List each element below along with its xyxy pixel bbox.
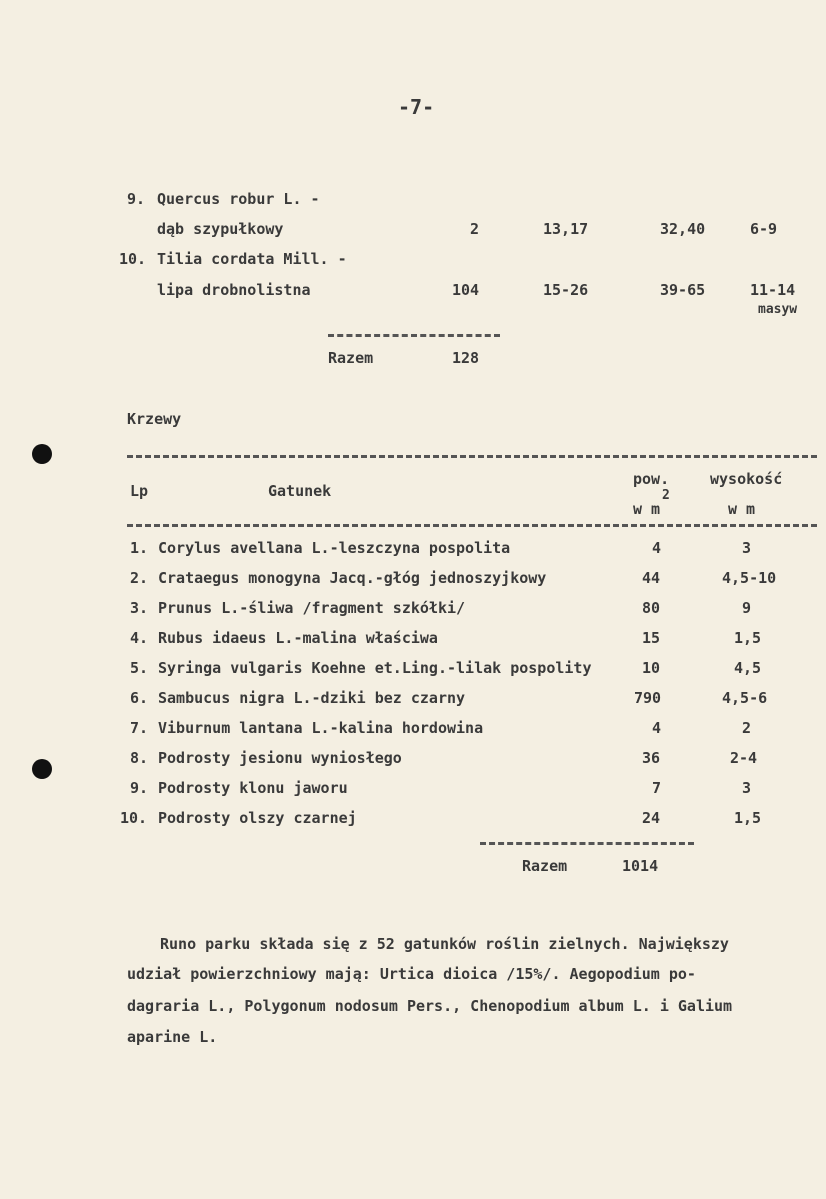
paragraph-line: udział powierzchniowy mają: Urtica dioica /15%/. Aegopodium po- (127, 965, 696, 983)
shrub-row-name: Podrosty jesionu wyniosłego (158, 749, 402, 767)
shrub-row-height: 2 (742, 719, 752, 737)
col-header-area: pow. (633, 470, 670, 488)
shrub-row-height: 3 (742, 539, 752, 557)
table-top-rule (127, 455, 817, 458)
shrub-row-num: 6. (130, 689, 149, 707)
shrub-row-num: 9. (130, 779, 149, 797)
shrub-row-area: 4 (652, 539, 662, 557)
col-header-height: wysokość (710, 470, 783, 488)
binder-hole-bottom (32, 759, 52, 779)
col-header-lp: Lp (130, 482, 149, 500)
top-total-rule (328, 334, 500, 337)
shrub-row-height: 4,5-6 (722, 689, 768, 707)
shrub-row-num: 2. (130, 569, 149, 587)
shrub-row-height: 4,5 (734, 659, 762, 677)
paragraph-line: aparine L. (127, 1028, 218, 1046)
shrub-row-name: Podrosty olszy czarnej (158, 809, 357, 827)
tree-row-num: 10. (119, 250, 147, 268)
tree-row-count: 2 (470, 220, 480, 238)
shrub-total-rule (480, 842, 694, 845)
paragraph-line: Runo parku składa się z 52 gatunków roślin zielnych. Największy (160, 935, 729, 953)
shrub-row-num: 10. (120, 809, 148, 827)
tree-row-latin: Quercus robur L. - (157, 190, 320, 208)
shrub-row-num: 3. (130, 599, 149, 617)
tree-row-note: masyw (758, 302, 798, 317)
col-header-height-unit: w m (728, 500, 756, 518)
col-header-area-unit: w m (633, 500, 661, 518)
shrub-row-name: Rubus idaeus L.-malina właściwa (158, 629, 438, 647)
page-number: -7- (398, 95, 435, 119)
tree-row-range3: 11-14 (750, 281, 796, 299)
shrub-row-num: 7. (130, 719, 149, 737)
shrub-row-name: Viburnum lantana L.-kalina hordowina (158, 719, 484, 737)
col-header-area-exponent: 2 (662, 488, 670, 503)
shrub-row-area: 24 (642, 809, 661, 827)
shrub-row-num: 5. (130, 659, 149, 677)
shrub-row-name: Sambucus nigra L.-dziki bez czarny (158, 689, 466, 707)
tree-row-polish: dąb szypułkowy (157, 220, 284, 238)
shrub-row-area: 7 (652, 779, 662, 797)
tree-row-range3: 6-9 (750, 220, 778, 238)
tree-row-range2: 39-65 (660, 281, 706, 299)
binder-hole-top (32, 444, 52, 464)
shrub-row-height: 3 (742, 779, 752, 797)
top-total-label: Razem (328, 349, 374, 367)
shrub-row-area: 15 (642, 629, 661, 647)
shrub-row-name: Syringa vulgaris Koehne et.Ling.-lilak pospolity (158, 659, 592, 677)
shrub-row-num: 1. (130, 539, 149, 557)
shrub-row-num: 8. (130, 749, 149, 767)
shrub-row-name: Prunus L.-śliwa /fragment szkółki/ (158, 599, 466, 617)
shrub-row-area: 10 (642, 659, 661, 677)
shrub-row-height: 1,5 (734, 629, 762, 647)
shrub-total-value: 1014 (622, 857, 659, 875)
shrub-row-num: 4. (130, 629, 149, 647)
shrub-row-area: 44 (642, 569, 661, 587)
shrub-row-area: 4 (652, 719, 662, 737)
section-heading: Krzewy (127, 410, 182, 428)
tree-row-range1: 15-26 (543, 281, 589, 299)
paragraph-line: dagraria L., Polygonum nodosum Pers., Chenopodium album L. i Galium (127, 997, 733, 1015)
tree-row-count: 104 (452, 281, 480, 299)
tree-row-latin: Tilia cordata Mill. - (157, 250, 347, 268)
tree-row-num: 9. (127, 190, 146, 208)
header-bottom-rule (127, 524, 817, 527)
shrub-row-name: Crataegus monogyna Jacq.-głóg jednoszyjkowy (158, 569, 547, 587)
shrub-row-height: 4,5-10 (722, 569, 777, 587)
tree-row-range1: 13,17 (543, 220, 589, 238)
shrub-row-area: 80 (642, 599, 661, 617)
tree-row-polish: lipa drobnolistna (157, 281, 311, 299)
shrub-row-area: 790 (634, 689, 662, 707)
shrub-row-name: Corylus avellana L.-leszczyna pospolita (158, 539, 511, 557)
col-header-species: Gatunek (268, 482, 332, 500)
shrub-row-area: 36 (642, 749, 661, 767)
top-total-value: 128 (452, 349, 480, 367)
tree-row-range2: 32,40 (660, 220, 706, 238)
shrub-row-height: 1,5 (734, 809, 762, 827)
shrub-total-label: Razem (522, 857, 568, 875)
shrub-row-name: Podrosty klonu jaworu (158, 779, 348, 797)
shrub-row-height: 9 (742, 599, 752, 617)
shrub-row-height: 2-4 (730, 749, 758, 767)
